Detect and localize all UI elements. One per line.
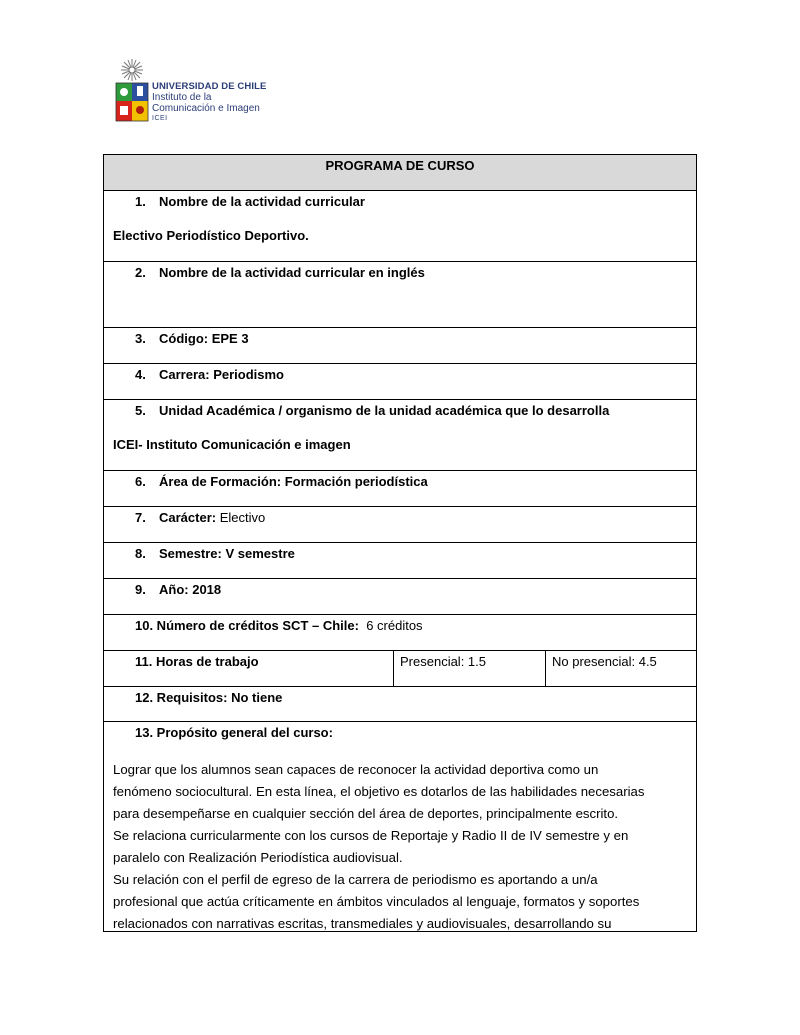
section-5-label-text: Unidad Académica / organismo de la unidad académica que lo desarrolla [159, 403, 610, 418]
section-7-label-text: Carácter: [159, 510, 217, 525]
paragraph-line: profesional que actúa críticamente en ámbitos vinculados al lenguaje, formatos y soportes [113, 894, 640, 909]
section-4-number: 4. [135, 367, 146, 382]
section-9-label [135, 582, 221, 597]
section-7-number: 7. [135, 510, 146, 525]
section-10-row [104, 615, 696, 651]
section-6-label-text: Área de Formación: Formación periodística [159, 474, 428, 489]
section-10-label [135, 618, 423, 633]
section-13-label: 13. Propósito general del curso: [135, 725, 333, 740]
section-8-label [135, 546, 295, 561]
section-11-presencial: Presencial: 1.5 [400, 654, 486, 669]
section-13-paragraph [113, 759, 688, 932]
paragraph-line: Su relación con el perfil de egreso de la carrera de periodismo es aportando a un/a [113, 872, 598, 887]
section-2-label [135, 265, 425, 280]
section-1-value: Electivo Periodístico Deportivo. [113, 228, 309, 243]
section-6-label [135, 474, 428, 489]
section-11-no-presencial-cell [545, 651, 696, 686]
university-crest-icon [112, 56, 152, 128]
section-11-row [104, 651, 696, 687]
paragraph-line: Se relaciona curricularmente con los cursos de Reportaje y Radio II de IV semestre y en [113, 828, 629, 843]
section-2-row [104, 262, 696, 328]
section-8-label-text: Semestre: V semestre [159, 546, 295, 561]
section-9-row [104, 579, 696, 615]
section-4-label [135, 367, 284, 382]
section-4-label-text: Carrera: Periodismo [159, 367, 284, 382]
section-10-value: 6 créditos [366, 618, 423, 633]
paragraph-line: para desempeñarse en cualquier sección del área de deportes, principalmente escrito. [113, 806, 619, 821]
section-12-row [104, 687, 696, 722]
paragraph-line: Lograr que los alumnos sean capaces de reconocer la actividad deportiva como un [113, 762, 599, 777]
section-3-number: 3. [135, 331, 146, 346]
section-11-no-presencial: No presencial: 4.5 [552, 654, 657, 669]
section-9-number: 9. [135, 582, 146, 597]
section-5-number: 5. [135, 403, 146, 418]
section-6-number: 6. [135, 474, 146, 489]
section-1-row [104, 191, 696, 262]
section-3-label [135, 331, 249, 346]
section-11-presencial-cell [393, 651, 546, 686]
section-10-label-text: 10. Número de créditos SCT – Chile: [135, 618, 359, 633]
section-1-label-text: Nombre de la actividad curricular [159, 194, 365, 209]
section-8-number: 8. [135, 546, 146, 561]
logo-institute-line2: Comunicación e Imagen [152, 103, 260, 114]
table-title: PROGRAMA DE CURSO [325, 158, 475, 173]
logo-institute-line1: Instituto de la [152, 92, 212, 103]
section-6-row [104, 471, 696, 507]
university-logo [112, 56, 272, 128]
section-2-number: 2. [135, 265, 146, 280]
logo-acronym: ICEI [152, 115, 168, 122]
section-5-label [135, 403, 609, 418]
section-5-value: ICEI- Instituto Comunicación e imagen [113, 437, 351, 452]
logo-university-name: UNIVERSIDAD DE CHILE [152, 81, 267, 92]
section-11-label: 11. Horas de trabajo [135, 654, 259, 669]
section-4-row [104, 364, 696, 400]
section-3-row [104, 328, 696, 364]
section-9-label-text: Año: 2018 [159, 582, 222, 597]
course-program-table [103, 154, 697, 932]
section-3-label-text: Código: EPE 3 [159, 331, 249, 346]
section-7-row [104, 507, 696, 543]
section-7-value: Electivo [219, 510, 266, 525]
section-1-label [135, 194, 365, 209]
section-2-label-text: Nombre de la actividad curricular en inglés [159, 265, 425, 280]
section-1-number: 1. [135, 194, 146, 209]
section-5-row [104, 400, 696, 471]
section-7-label [135, 510, 265, 525]
section-13-row [104, 722, 696, 932]
section-12-label: 12. Requisitos: No tiene [135, 690, 283, 705]
section-8-row [104, 543, 696, 579]
table-header-row [104, 155, 696, 191]
paragraph-line: fenómeno sociocultural. En esta línea, el objetivo es dotarlos de las habilidades necesarias [113, 784, 645, 799]
paragraph-line: relacionados con narrativas escritas, transmediales y audiovisuales, desarrollando su [113, 916, 612, 931]
paragraph-line: paralelo con Realización Periodística audiovisual. [113, 850, 403, 865]
